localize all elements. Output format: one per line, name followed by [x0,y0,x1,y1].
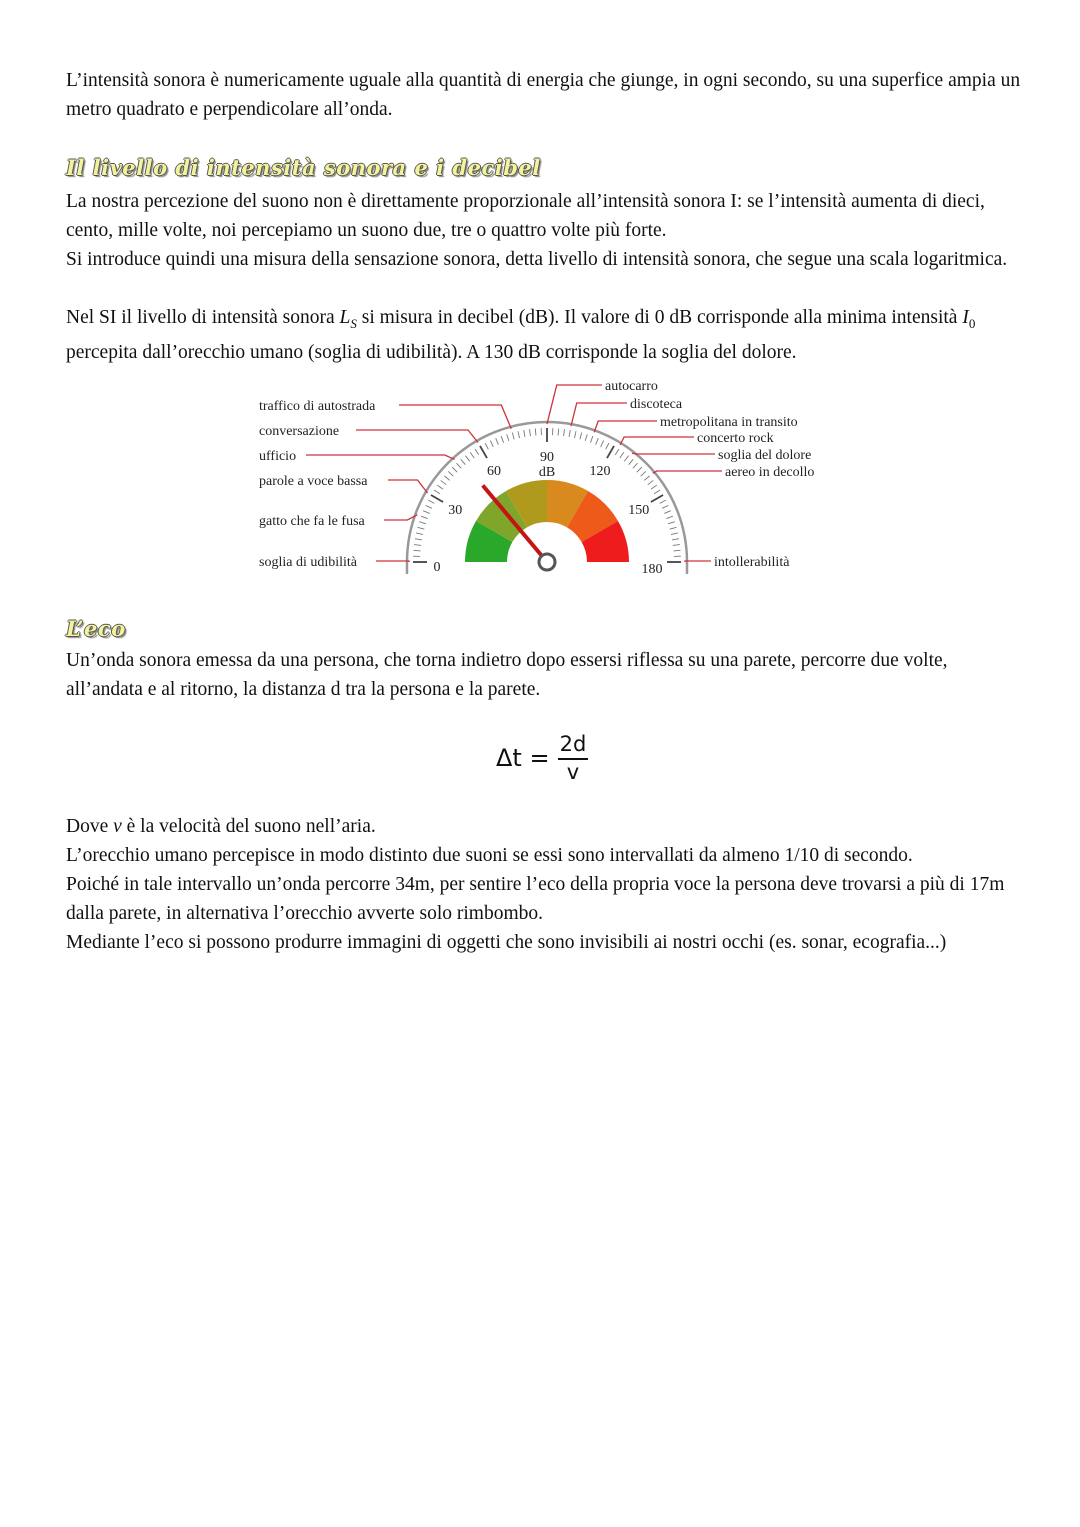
gauge-tick [624,456,628,462]
gauge-label-left: traffico di autostrada [259,399,376,414]
formula-lhs: Δt = [496,744,550,772]
gauge-label-right: aereo in decollo [725,465,815,480]
text: percepita dall’orecchio umano (soglia di udibilità). A 130 dB corrisponde la soglia del dolore. [66,341,797,363]
gauge-leader-line [571,403,627,426]
gauge-tick [607,446,614,458]
text: Nel SI il livello di intensità sonora [66,307,340,328]
gauge-tick [651,495,663,502]
symbol-v: v [113,816,122,837]
gauge-tick [418,527,425,529]
gauge-label-left: conversazione [259,424,340,439]
decibel-gauge-diagram [0,0,1080,600]
section-heading-decibel: Il livello di intensità sonora e i decibel [66,155,541,180]
gauge-tick [672,539,679,540]
gauge-tick [644,476,649,480]
gauge-tick [615,449,619,455]
gauge-tick-label: 180 [641,562,663,577]
gauge-tick [648,480,654,484]
gauge-tick [444,476,449,480]
gauge-leader-line [620,437,694,445]
echo-formula [496,732,588,784]
gauge-tick [666,516,673,518]
gauge-tick [423,511,429,514]
gauge-tick [456,463,461,468]
gauge-tick [670,527,677,529]
gauge-tick [437,485,443,489]
gauge-tick [416,533,423,535]
gauge-tick-label: 0 [433,560,441,575]
gauge-tick [674,550,681,551]
gauge-label-right: metropolitana in transito [660,415,798,430]
gauge-tick [637,467,642,472]
gauge-leader-line [388,480,427,493]
gauge-tick [564,429,565,436]
gauge-tick [501,436,503,443]
text: Dove [66,816,114,837]
gauge-tick [470,452,474,458]
symbol-L: L [339,307,351,328]
gauge-tick [660,500,666,503]
gauge-label-right: soglia del dolore [718,448,812,463]
gauge-tick [629,459,633,464]
gauge-needle-pivot [539,554,555,570]
gauge-tick [569,430,570,437]
gauge-tick [490,441,493,447]
gauge-tick [662,505,668,508]
paragraph-interval: L’orecchio umano percepisce in modo distinto due suoni se essi sono intervallati da almeno 1/10 di secondo. [66,845,913,866]
gauge-leader-line [399,405,511,429]
gauge-label-left: gatto che fa le fusa [259,514,365,529]
text: si misura in decibel (dB). Il valore di 0 dB corrisponde alla minima intensità [356,307,963,328]
gauge-tick [428,500,434,503]
gauge-tick [585,434,587,441]
gauge-tick [530,429,531,436]
paragraph-distance: Poiché in tale intervallo un’onda percorre 34m, per sentire l’eco della propria voce la persona deve trovarsi a più di 17m dalla parete, in alternativa l’orecchio avverte solo rimbombo. [66,874,1005,924]
gauge-tick [601,441,604,447]
gauge-tick-label: 60 [487,464,501,480]
paragraph-imaging: Mediante l’eco si possono produrre immagini di oggetti che sono invisibili ai nostri occhi (es. sonar, ecografia...) [66,932,947,953]
gauge-tick [431,495,443,502]
symbol-I: I [962,307,969,328]
gauge-tick [535,429,536,436]
gauge-tick [414,550,421,551]
gauge-tick [441,480,447,484]
gauge-tick-label: 90 [540,450,554,465]
subscript: 0 [968,315,976,331]
gauge-tick [518,431,520,438]
gauge-tick [434,490,440,494]
paragraph-velocity [66,812,1026,841]
gauge-tick [558,429,559,436]
gauge-tick [651,485,657,489]
gauge-tick [421,516,428,518]
gauge-tick [419,522,426,524]
gauge-leader-line [685,561,711,562]
gauge-tick [426,505,432,508]
paragraph-echo: Un’onda sonora emessa da una persona, che torna indietro dopo essersi riflessa su una parete, percorre due volte, all’andata e al ritorno, la distanza d tra la persona e la parete. [66,650,948,700]
gauge-tick [415,539,422,540]
gauge-tick-label: 30 [448,503,463,518]
gauge-tick [524,430,525,437]
gauge-leader-line [594,421,657,432]
gauge-leader-line [384,515,417,520]
gauge-leader-line [547,385,602,424]
intro-paragraph: L’intensità sonora è numericamente uguale alla quantità di energia che giunge, in ogni secondo, su una superfice ampia un metro quadrato e perpendicolare all’onda. [66,70,1021,120]
gauge-tick [620,452,624,458]
denominator: v [566,760,580,784]
gauge-label-right: autocarro [605,379,658,394]
gauge-tick [414,545,421,546]
gauge-tick [461,459,465,464]
gauge-tick [465,456,469,462]
gauge-label-left: ufficio [259,449,297,464]
gauge-tick-label: 150 [628,503,650,518]
gauge-leader-line [632,453,715,454]
gauge-tick [574,431,576,438]
gauge-label-right: intollerabilità [714,555,790,570]
gauge-label-left: parole a voce bassa [259,474,368,489]
gauge-label-right: discoteca [630,397,683,412]
gauge-tick [633,463,638,468]
gauge-tick [512,433,514,440]
gauge-tick [580,433,582,440]
gauge-tick-label: 120 [589,464,611,480]
text: è la velocità del suono nell’aria. [121,816,376,837]
gauge-tick [496,438,499,444]
gauge-tick [475,449,479,455]
gauge-unit-label: dB [538,465,556,480]
gauge-tick [480,446,487,458]
gauge-tick [668,522,675,524]
gauge-tick [606,443,609,449]
gauge-tick [596,438,599,444]
numerator: 2d [558,732,589,760]
gauge-leader-line [376,561,409,562]
section-heading-eco: L’eco [66,616,126,641]
fraction [558,732,589,784]
gauge-tick [671,533,678,535]
gauge-leader-line [653,471,722,473]
gauge-tick [654,490,660,494]
gauge-tick [590,436,592,443]
gauge-tick [448,471,453,476]
subscript: S [350,315,357,331]
gauge-tick [507,434,509,441]
gauge-tick [641,471,646,476]
paragraph-perception: La nostra percezione del suono non è direttamente proporzionale all’intensità sonora I: se l’intensità aumenta di dieci, cento, mille volte, noi percepiamo un suono due, tre o quattro volte più forte. [66,191,985,241]
gauge-leader-line [356,430,478,442]
paragraph-logarithmic: Si introduce quindi una misura della sensazione sonora, detta livello di intensità sonora, che segue una scala logaritmica. [66,249,1008,270]
gauge-label-left: soglia di udibilità [259,555,357,570]
gauge-tick [664,511,670,514]
gauge-leader-line [306,455,455,459]
gauge-label-right: concerto rock [697,431,774,446]
gauge-tick [485,443,488,449]
gauge-tick [673,545,680,546]
gauge-tick [452,467,457,472]
